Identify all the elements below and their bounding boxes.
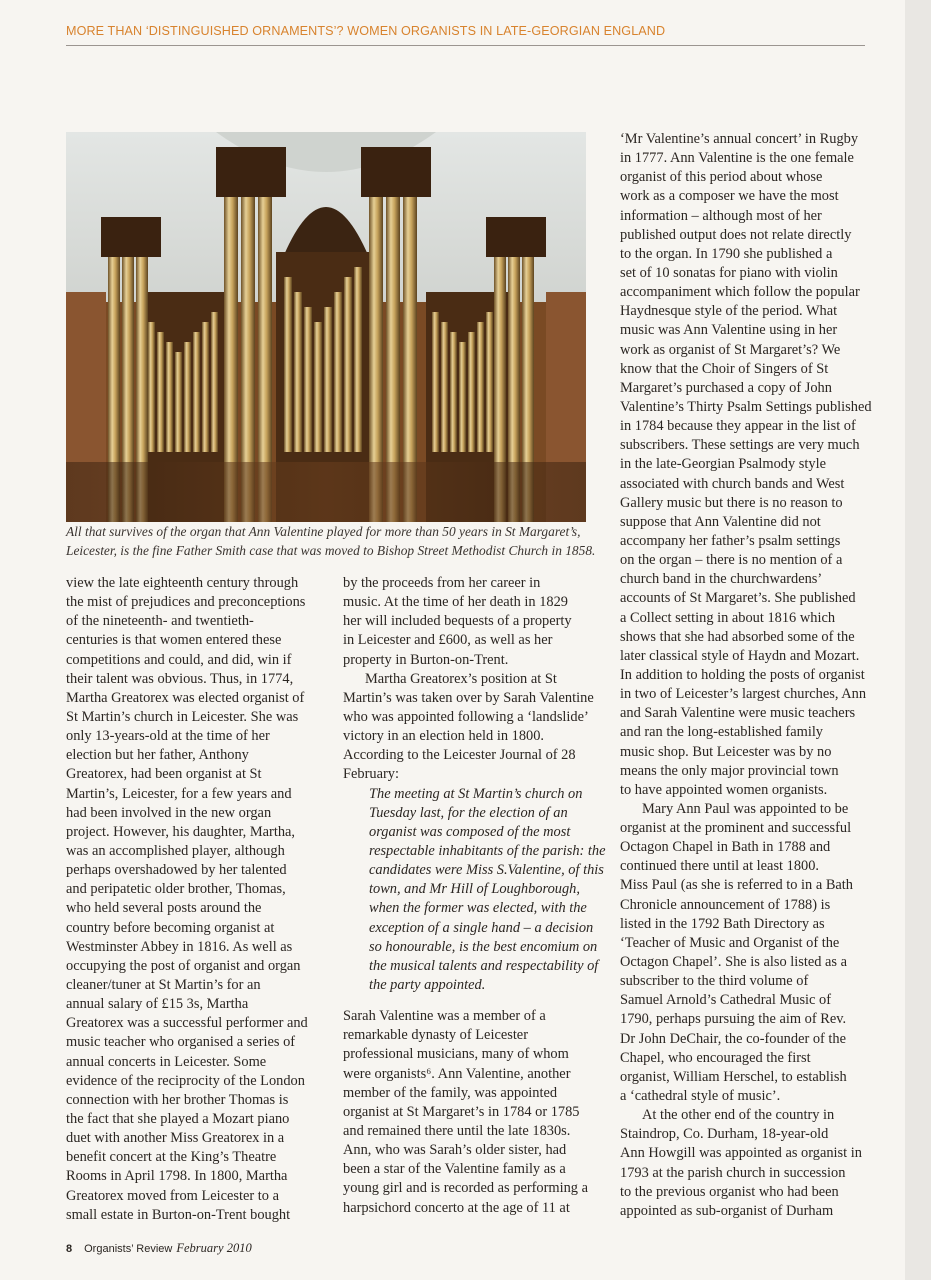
text-line: victory in an election held in 1800. <box>343 728 545 745</box>
text-line: music was Ann Valentine using in her <box>620 322 838 339</box>
text-line: subscribers. These settings are very much <box>620 437 860 454</box>
issue-date: February 2010 <box>176 1241 252 1255</box>
text-line: remarkable dynasty of Leicester <box>343 1027 528 1044</box>
text-column-3 <box>620 130 870 1221</box>
text-line: country before becoming organist at <box>66 919 275 936</box>
text-line: Ann Howgill was appointed as organist in <box>620 1145 862 1162</box>
running-head: MORE THAN ‘DISTINGUISHED ORNAMENTS’? WOMEN ORGANISTS IN LATE-GEORGIAN ENGLAND <box>66 24 666 38</box>
text-line: continued there until at least 1800. <box>620 858 820 875</box>
text-line: project. However, his daughter, Martha, <box>66 823 296 840</box>
text-line: perhaps overshadowed by her talented <box>66 862 287 879</box>
text-column-2 <box>343 574 606 1218</box>
text-line: music teacher who organised a series of <box>66 1034 296 1051</box>
text-line: young girl and is recorded as performing a <box>343 1180 588 1197</box>
text-line: Martha Greatorex was elected organist of <box>66 689 305 706</box>
text-line: Mary Ann Paul was appointed to be <box>642 800 849 817</box>
text-line: February: <box>343 766 399 783</box>
text-line: been a star of the Valentine family as a <box>343 1161 566 1178</box>
text-line: Gallery music but there is no reason to <box>620 494 843 511</box>
text-line: on the organ – there is no mention of a <box>620 552 843 569</box>
text-line: centuries is that women entered these <box>66 632 282 649</box>
text-line: Dr John DeChair, the co-founder of the <box>620 1030 847 1047</box>
text-line: According to the Leicester Journal of 28 <box>343 747 576 764</box>
text-line: professional musicians, many of whom <box>343 1046 569 1063</box>
text-line: Staindrop, Co. Durham, 18-year-old <box>620 1126 829 1143</box>
text-line: in 1777. Ann Valentine is the one female <box>620 150 854 167</box>
page-edge <box>905 0 931 1280</box>
text-line: small estate in Burton-on-Trent bought <box>66 1206 291 1223</box>
text-line: in Leicester and £600, as well as her <box>343 632 553 649</box>
text-line: a ‘cathedral style of music’. <box>620 1088 781 1105</box>
text-line: know that the Choir of Singers of St <box>620 360 829 377</box>
text-line: had been involved in the new organ <box>66 804 272 821</box>
text-line: Tuesday last, for the election of an <box>369 804 568 821</box>
text-line: the mist of prejudices and preconceptions <box>66 594 306 611</box>
text-line: exception of a single hand – a decision <box>369 919 594 936</box>
text-column-1 <box>66 574 316 1225</box>
text-line: a Collect setting in about 1816 which <box>620 609 836 626</box>
text-line: and Sarah Valentine were music teachers <box>620 705 856 722</box>
text-line: who held several posts around the <box>66 900 262 917</box>
caption-line: All that survives of the organ that Ann Valentine played for more than 50 years in St Margaret’s, <box>66 524 581 539</box>
text-line: set of 10 sonatas for piano with violin <box>620 264 838 281</box>
paragraph-gap <box>343 995 593 1007</box>
text-line: associated with church bands and West <box>620 475 845 492</box>
text-line: to the previous organist who had been <box>620 1183 839 1200</box>
text-line: in two of Leicester’s largest churches, Ann <box>620 686 867 703</box>
text-line: harpsichord concerto at the age of 11 at <box>343 1199 570 1216</box>
text-line: member of the family, was appointed <box>343 1084 558 1101</box>
text-line: of the nineteenth- and twentieth- <box>66 613 254 630</box>
text-line: annual salary of £15 3s, Martha <box>66 996 249 1013</box>
text-line: Sarah Valentine was a member of a <box>343 1008 546 1025</box>
text-line: Westminster Abbey in 1816. As well as <box>66 938 293 955</box>
magazine-name: Organists’ Review <box>84 1243 173 1255</box>
text-line: appointed as sub-organist of Durham <box>620 1202 834 1219</box>
text-line: was an accomplished player, although <box>66 842 285 859</box>
text-line: work as a composer we have the most <box>620 188 839 205</box>
text-line: occupying the post of organist and organ <box>66 957 301 974</box>
text-line: ‘Mr Valentine’s annual concert’ in Rugby <box>620 131 859 147</box>
text-line: organist was composed of the most <box>369 823 571 840</box>
text-line: Samuel Arnold’s Cathedral Music of <box>620 992 832 1009</box>
text-line: suppose that Ann Valentine did not <box>620 513 821 530</box>
text-line: who was appointed following a ‘landslide’ <box>343 708 589 725</box>
text-line: Chapel, who encouraged the first <box>620 1049 811 1066</box>
text-line: by the proceeds from her career in <box>343 575 541 591</box>
text-line: At the other end of the country in <box>642 1107 835 1124</box>
text-line: organist, William Herschel, to establish <box>620 1068 847 1085</box>
text-line: Ann, who was Sarah’s older sister, had <box>343 1142 567 1159</box>
text-line: accompaniment which follow the popular <box>620 284 860 301</box>
text-line: In addition to holding the posts of organist <box>620 666 865 683</box>
text-line: Valentine’s Thirty Psalm Settings published <box>620 398 872 415</box>
text-line: property in Burton-on-Trent. <box>343 651 509 668</box>
text-line: in 1784 because they appear in the list of <box>620 418 856 435</box>
text-line: accounts of St Margaret’s. She published <box>620 590 856 607</box>
text-line: their talent was obvious. Thus, in 1774, <box>66 670 294 687</box>
text-line: view the late eighteenth century through <box>66 575 299 591</box>
text-line: competitions and could, and did, win if <box>66 651 292 668</box>
text-line: 1793 at the parish church in succession <box>620 1164 846 1181</box>
text-line: the party appointed. <box>369 976 486 993</box>
text-line: Margaret’s purchased a copy of John <box>620 379 832 396</box>
text-line: and remained there until the late 1830s. <box>343 1122 571 1139</box>
text-line: Octagon Chapel in Bath in 1788 and <box>620 839 831 856</box>
text-line: 1790, perhaps pursuing the aim of Rev. <box>620 1011 847 1028</box>
text-line: Rooms in April 1798. In 1800, Martha <box>66 1168 288 1185</box>
text-line: information – although most of her <box>620 207 822 224</box>
text-line: annual concerts in Leicester. Some <box>66 1053 267 1070</box>
text-line: music shop. But Leicester was by no <box>620 743 832 760</box>
caption-line: Leicester, is the fine Father Smith case that was moved to Bishop Street Methodist Church in 1858. <box>66 543 596 558</box>
text-line: shows that she had absorbed some of the <box>620 628 855 645</box>
text-line: listed in the 1792 Bath Directory as <box>620 915 825 932</box>
text-line: to the organ. In 1790 she published a <box>620 245 833 262</box>
text-line: Greatorex, had been organist at St <box>66 766 262 783</box>
page-footer <box>66 1241 252 1256</box>
text-line: her will included bequests of a property <box>343 613 572 630</box>
organ-case-photo <box>66 132 586 522</box>
text-line: ‘Teacher of Music and Organist of the <box>620 934 840 951</box>
text-line: benefit concert at the King’s Theatre <box>66 1149 277 1166</box>
text-line: connection with her brother Thomas is <box>66 1091 289 1108</box>
text-line: Martin’s, Leicester, for a few years and <box>66 785 292 802</box>
text-line: to have appointed women organists. <box>620 781 828 798</box>
text-line: later classical style of Haydn and Mozart. <box>620 647 860 664</box>
text-line: so honourable, is the best encomium on <box>369 938 598 955</box>
page-number: 8 <box>66 1243 73 1255</box>
text-line: and peripatetic older brother, Thomas, <box>66 881 286 898</box>
text-line: duet with another Miss Greatorex in a <box>66 1130 285 1147</box>
text-line: evidence of the reciprocity of the London <box>66 1072 305 1089</box>
text-line: only 13-years-old at the time of her <box>66 728 270 745</box>
text-line: organist at St Margaret’s in 1784 or 1785 <box>343 1103 580 1120</box>
text-line: organist of this period about whose <box>620 169 823 186</box>
text-line: subscriber to the third volume of <box>620 973 809 990</box>
text-line: Haydnesque style of the period. What <box>620 303 838 320</box>
text-line: accompany her father’s psalm settings <box>620 532 841 549</box>
text-line: were organists⁶. Ann Valentine, another <box>343 1065 571 1082</box>
text-line: music. At the time of her death in 1829 <box>343 594 569 611</box>
text-line: work as organist of St Margaret’s? We <box>620 341 841 358</box>
text-line: candidates were Miss S.Valentine, of this <box>369 862 604 879</box>
text-line: in the late-Georgian Psalmody style <box>620 456 826 473</box>
photo-caption <box>66 522 596 560</box>
text-line: and ran the long-established family <box>620 724 824 741</box>
text-line: The meeting at St Martin’s church on <box>369 785 583 802</box>
text-line: Miss Paul (as she is referred to in a Bath <box>620 877 853 894</box>
text-line: town, and Mr Hill of Loughborough, <box>369 881 580 898</box>
text-line: Martin’s was taken over by Sarah Valentine <box>343 689 594 706</box>
text-line: church band in the churchwardens’ <box>620 571 823 588</box>
text-line: means the only major provincial town <box>620 762 839 779</box>
text-line: Greatorex was a successful performer and <box>66 1015 308 1032</box>
text-line: the fact that she played a Mozart piano <box>66 1110 290 1127</box>
text-line: St Martin’s church in Leicester. She was <box>66 708 299 725</box>
text-line: Greatorex moved from Leicester to a <box>66 1187 279 1204</box>
header-rule <box>66 45 865 46</box>
text-line: Octagon Chapel’. She is also listed as a <box>620 954 848 971</box>
text-line: Martha Greatorex’s position at St <box>365 670 557 687</box>
text-line: the musical talents and respectability of <box>369 957 599 974</box>
text-line: Chronicle announcement of 1788) is <box>620 896 831 913</box>
text-line: published output does not relate directly <box>620 226 852 243</box>
text-line: organist at the prominent and successful <box>620 820 852 837</box>
text-line: election but her father, Anthony <box>66 747 249 764</box>
text-line: cleaner/tuner at St Martin’s for an <box>66 976 261 993</box>
text-line: when the former was elected, with the <box>369 900 587 917</box>
text-line: respectable inhabitants of the parish: the <box>369 842 606 859</box>
